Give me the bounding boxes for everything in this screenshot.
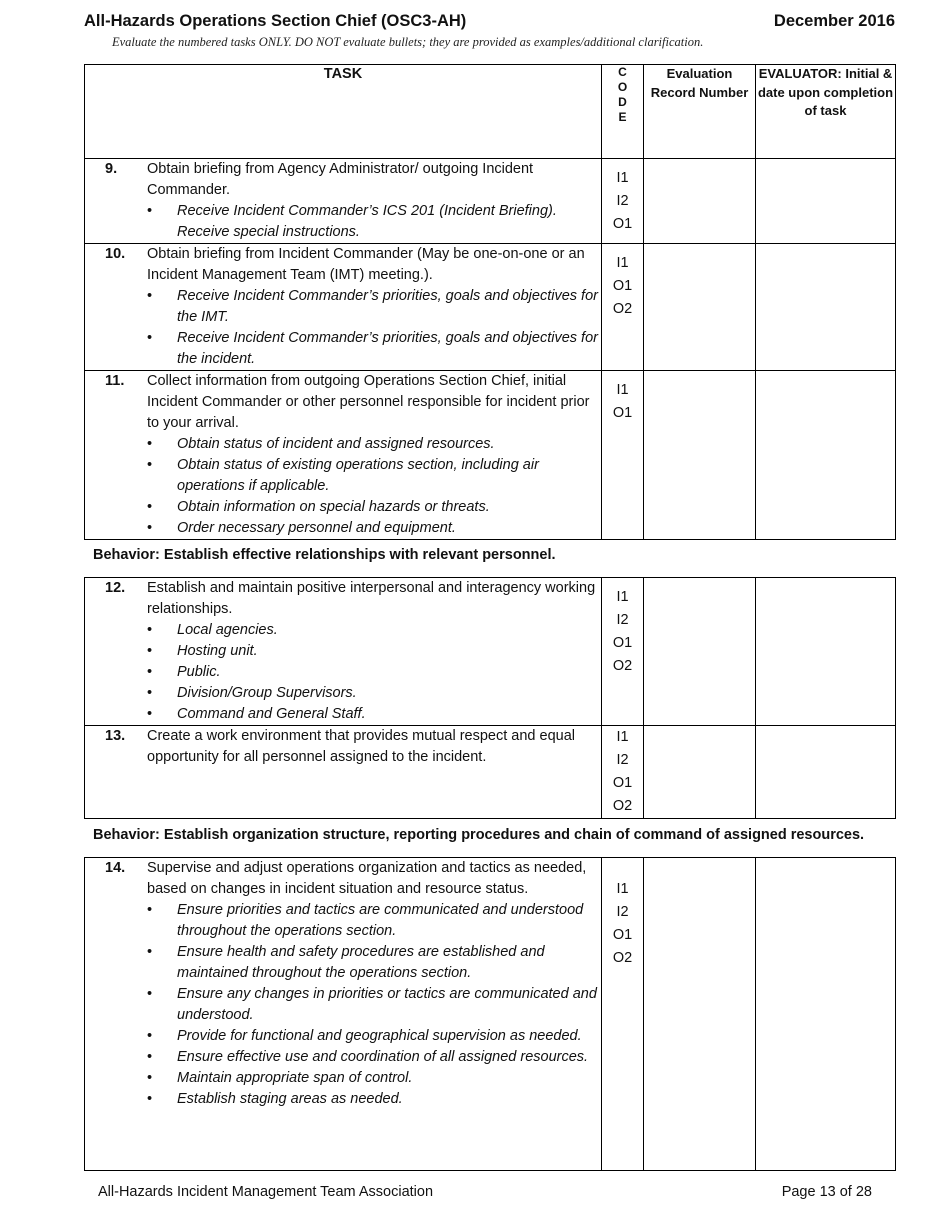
task-bullet [85,497,601,518]
bullet-icon: • [147,706,153,722]
code-header-letter: E [618,110,627,124]
bullet-text: Maintain appropriate span of control. [177,1070,413,1086]
code-value: O2 [612,950,633,966]
task-bullet [85,942,601,984]
behavior-heading-organization: Behavior: Establish organization structure, reporting procedures and chain of command of assigned resources. [93,827,865,843]
code-header-letter: O [617,80,628,94]
task-text: Obtain briefing from Agency Administrator/ outgoing Incident Commander. [147,161,534,198]
evaluation-record-number-field[interactable] [644,726,756,819]
evaluator-column-header: EVALUATOR: Initial & date upon completion of task [756,65,896,159]
evaluation-record-number-field[interactable] [644,244,756,371]
code-value: O1 [612,216,633,232]
bullet-icon: • [147,436,153,452]
bullet-icon: • [147,986,153,1002]
bullet-icon: • [147,622,153,638]
evaluator-initials-field[interactable] [756,371,896,540]
bullet-text: Ensure any changes in priorities or tactics are communicated and understood. [177,986,597,1023]
behavior-heading-relationships: Behavior: Establish effective relationships with relevant personnel. [93,547,556,563]
task-row [85,371,896,540]
code-cell [602,159,644,244]
task-bullet [85,1068,601,1089]
bullet-text: Receive Incident Commander’s priorities, goals and objectives for the IMT. [177,288,598,325]
code-value: O1 [612,775,633,791]
bullet-icon: • [147,643,153,659]
evaluation-record-number-field[interactable] [644,371,756,540]
bullet-text: Ensure health and safety procedures are established and maintained throughout the operations section. [177,944,545,981]
code-value: O2 [612,658,633,674]
task-bullet [85,434,601,455]
bullet-text: Ensure effective use and coordination of all assigned resources. [177,1049,589,1065]
task-number: 9. [105,161,118,177]
code-value: I1 [616,170,629,186]
table-header-row [85,65,896,159]
page-header [84,12,895,34]
evaluator-initials-field[interactable] [756,578,896,726]
code-value: I1 [616,881,629,897]
task-bullet [85,286,601,328]
task-text: Collect information from outgoing Operations Section Chief, initial Incident Commander or other personnel responsible for incident prior to your arrival. [147,373,590,431]
code-value: I2 [616,904,629,920]
bullet-icon: • [147,330,153,346]
document-title: All-Hazards Operations Section Chief (OSC3-AH) [84,12,467,30]
bullet-icon: • [147,1049,153,1065]
task-bullet-list [85,620,601,725]
evaluator-initials-field[interactable] [756,159,896,244]
code-value: O1 [612,278,633,294]
task-description-cell [85,578,602,726]
task-bullet [85,1089,601,1110]
bullet-text: Public. [177,664,221,680]
task-text: Supervise and adjust operations organization and tactics as needed, based on changes in incident situation and resource status. [147,860,587,897]
code-value: O1 [612,405,633,421]
task-number: 14. [105,860,126,876]
task-number: 13. [105,728,126,744]
code-value: I2 [616,752,629,768]
task-bullet [85,201,601,243]
evaluation-record-number-field[interactable] [644,578,756,726]
task-description-cell [85,244,602,371]
task-bullet [85,1026,601,1047]
bullet-icon: • [147,1091,153,1107]
code-value: O2 [612,798,633,814]
code-value: I1 [616,729,629,745]
bullet-text: Establish staging areas as needed. [177,1091,403,1107]
bullet-icon: • [147,902,153,918]
bullet-text: Local agencies. [177,622,278,638]
bullet-text: Ensure priorities and tactics are communicated and understood throughout the operations section. [177,902,584,939]
evaluation-instructions: Evaluate the numbered tasks ONLY. DO NOT evaluate bullets; they are provided as examples/additional clarification. [112,35,704,49]
bullet-text: Obtain information on special hazards or threats. [177,499,490,515]
task-bullet [85,1047,601,1068]
task-row [85,244,896,371]
code-value: O2 [612,301,633,317]
task-bullet [85,455,601,497]
code-column-header [602,65,644,159]
task-bullet [85,900,601,942]
task-bullet-list [85,201,601,243]
code-value: I1 [616,382,629,398]
task-column-header: TASK [85,65,602,159]
task-text: Obtain briefing from Incident Commander (May be one-on-one or an Incident Management Team (IMT) meeting.). [147,246,585,283]
task-bullet-list [85,434,601,539]
code-cell [602,244,644,371]
task-bullet [85,683,601,704]
task-bullet [85,641,601,662]
task-number: 12. [105,580,126,596]
evaluation-record-number-field[interactable] [644,858,756,1171]
bullet-text: Order necessary personnel and equipment. [177,520,456,536]
task-table-1 [84,64,896,540]
evaluator-initials-field[interactable] [756,858,896,1171]
bullet-icon: • [147,664,153,680]
task-description-cell [85,726,602,819]
task-description-cell [85,858,602,1171]
task-text: Establish and maintain positive interpersonal and interagency working relationships. [147,580,596,617]
task-number: 10. [105,246,126,262]
bullet-text: Hosting unit. [177,643,258,659]
task-number: 11. [105,373,125,389]
code-value: I1 [616,589,629,605]
bullet-text: Obtain status of existing operations section, including air operations if applicable. [177,457,539,494]
bullet-icon: • [147,1028,153,1044]
code-cell [602,858,644,1171]
bullet-text: Division/Group Supervisors. [177,685,357,701]
bullet-text: Receive Incident Commander’s priorities, goals and objectives for the incident. [177,330,598,367]
bullet-text: Obtain status of incident and assigned resources. [177,436,495,452]
task-description-cell [85,159,602,244]
task-row [85,578,896,726]
bullet-icon: • [147,944,153,960]
code-value: I1 [616,255,629,271]
code-value: I2 [616,193,629,209]
task-bullet [85,984,601,1026]
code-value: I2 [616,612,629,628]
code-value: O1 [612,635,633,651]
task-row [85,726,896,819]
bullet-icon: • [147,203,153,219]
task-row [85,858,896,1171]
bullet-icon: • [147,685,153,701]
footer-page-number: Page 13 of 28 [781,1184,872,1200]
task-row [85,159,896,244]
code-cell [602,726,644,819]
task-bullet [85,518,601,539]
bullet-text: Provide for functional and geographical supervision as needed. [177,1028,582,1044]
task-bullet [85,328,601,370]
bullet-icon: • [147,520,153,536]
document-date: December 2016 [773,12,895,30]
task-description-cell [85,371,602,540]
bullet-text: Receive Incident Commander’s ICS 201 (Incident Briefing). Receive special instructions. [177,203,557,240]
code-cell [602,371,644,540]
bullet-icon: • [147,499,153,515]
task-bullet-list [85,286,601,370]
task-bullet [85,704,601,725]
bullet-icon: • [147,1070,153,1086]
evaluation-record-column-header: Evaluation Record Number [644,65,756,159]
evaluator-initials-field[interactable] [756,244,896,371]
bullet-icon: • [147,288,153,304]
footer-organization: All-Hazards Incident Management Team Association [98,1184,434,1200]
task-table-3 [84,857,896,1171]
evaluator-initials-field[interactable] [756,726,896,819]
task-bullet [85,620,601,641]
code-header-letter: C [618,65,627,79]
code-cell [602,578,644,726]
bullet-icon: • [147,457,153,473]
task-text: Create a work environment that provides mutual respect and equal opportunity for all personnel assigned to the incident. [147,728,575,765]
task-bullet-list [85,900,601,1110]
code-header-letter: D [618,95,627,109]
task-table-2 [84,577,896,819]
bullet-text: Command and General Staff. [177,706,366,722]
evaluation-record-number-field[interactable] [644,159,756,244]
code-value: O1 [612,927,633,943]
task-bullet [85,662,601,683]
